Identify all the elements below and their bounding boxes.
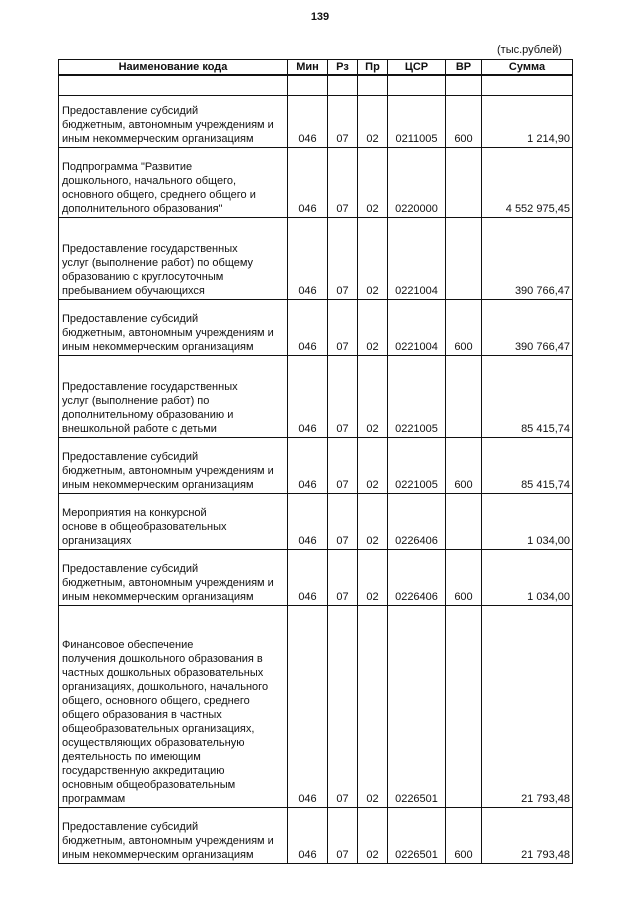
cell-csr: 0221005 (388, 356, 446, 438)
header-rz: Рз (328, 60, 358, 76)
cell-csr: 0226501 (388, 606, 446, 808)
cell-min: 046 (288, 550, 328, 606)
cell-min: 046 (288, 438, 328, 494)
cell-rz: 07 (328, 606, 358, 808)
cell-pr: 02 (358, 494, 388, 550)
cell-min: 046 (288, 494, 328, 550)
table-row (59, 494, 573, 550)
cell-pr: 02 (358, 218, 388, 300)
cell-rz: 07 (328, 438, 358, 494)
cell-min: 046 (288, 300, 328, 356)
table-row (59, 550, 573, 606)
cell-min: 046 (288, 606, 328, 808)
cell-vr (446, 356, 482, 438)
table-row (59, 606, 573, 808)
cell-vr: 600 (446, 808, 482, 864)
header-vr: ВР (446, 60, 482, 76)
cell-csr: 0211005 (388, 96, 446, 148)
cell-rz: 07 (328, 96, 358, 148)
cell-vr: 600 (446, 550, 482, 606)
cell-vr: 600 (446, 96, 482, 148)
units-label: (тыс.рублей) (497, 44, 562, 56)
cell-name: Предоставление государственных услуг (выполнение работ) по дополнительному образованию и внешкольной работе с детьми (59, 356, 288, 438)
cell-vr (446, 218, 482, 300)
cell-min: 046 (288, 148, 328, 218)
cell-vr (446, 494, 482, 550)
cell-sum: 85 415,74 (482, 438, 573, 494)
cell-csr: 0220000 (388, 148, 446, 218)
header-sum: Сумма (482, 60, 573, 76)
cell-sum: 21 793,48 (482, 606, 573, 808)
cell-vr (446, 148, 482, 218)
header-name: Наименование кода (59, 60, 288, 76)
cell-pr: 02 (358, 606, 388, 808)
cell-pr: 02 (358, 550, 388, 606)
cell-name: Предоставление субсидий бюджетным, автономным учреждениям и иным некоммерческим организациям (59, 300, 288, 356)
cell-sum: 1 034,00 (482, 550, 573, 606)
cell-sum: 4 552 975,45 (482, 148, 573, 218)
cell-name: Предоставление государственных услуг (выполнение работ) по общему образованию с круглосуточным пребыванием обучающихся (59, 218, 288, 300)
header-pr: Пр (358, 60, 388, 76)
cell-rz: 07 (328, 148, 358, 218)
cell-rz: 07 (328, 808, 358, 864)
cell-sum: 390 766,47 (482, 218, 573, 300)
cell-rz: 07 (328, 218, 358, 300)
cell-min: 046 (288, 356, 328, 438)
cell-vr (446, 606, 482, 808)
table-header-row (59, 60, 573, 76)
table-row (59, 438, 573, 494)
cell-name: Предоставление субсидий бюджетным, автономным учреждениям и иным некоммерческим организациям (59, 808, 288, 864)
cell-sum: 85 415,74 (482, 356, 573, 438)
cell-min: 046 (288, 218, 328, 300)
table-row (59, 148, 573, 218)
table-row (59, 96, 573, 148)
cell-pr: 02 (358, 300, 388, 356)
cell-sum: 390 766,47 (482, 300, 573, 356)
cell-rz: 07 (328, 550, 358, 606)
header-csr: ЦСР (388, 60, 446, 76)
cell-pr: 02 (358, 96, 388, 148)
cell-sum: 1 214,90 (482, 96, 573, 148)
cell-pr: 02 (358, 808, 388, 864)
cell-name: Подпрограмма "Развитие дошкольного, начального общего, основного общего, среднего общего и дополнительного образования" (59, 148, 288, 218)
cell-csr: 0226406 (388, 550, 446, 606)
spacer-row (59, 75, 573, 96)
cell-name: Мероприятия на конкурсной основе в общеобразовательных организациях (59, 494, 288, 550)
table-row (59, 808, 573, 864)
cell-pr: 02 (358, 438, 388, 494)
cell-name: Предоставление субсидий бюджетным, автономным учреждениям и иным некоммерческим организациям (59, 438, 288, 494)
cell-name: Финансовое обеспечение получения дошкольного образования в частных дошкольных образовательных организациях, дошкольного, начального общего, основного общего, среднего общего образования в частных общеобразовательных организациях, осуществляющих образовательную деятельность по имеющим государственную аккредитацию основным общеобразовательным программам (59, 606, 288, 808)
cell-min: 046 (288, 808, 328, 864)
cell-rz: 07 (328, 356, 358, 438)
cell-pr: 02 (358, 356, 388, 438)
cell-csr: 0226501 (388, 808, 446, 864)
table-row (59, 356, 573, 438)
cell-csr: 0226406 (388, 494, 446, 550)
cell-min: 046 (288, 96, 328, 148)
cell-pr: 02 (358, 148, 388, 218)
cell-rz: 07 (328, 494, 358, 550)
cell-sum: 1 034,00 (482, 494, 573, 550)
header-min: Мин (288, 60, 328, 76)
cell-vr: 600 (446, 300, 482, 356)
cell-rz: 07 (328, 300, 358, 356)
page-number: 139 (310, 11, 330, 23)
cell-vr: 600 (446, 438, 482, 494)
budget-table (58, 59, 573, 864)
cell-name: Предоставление субсидий бюджетным, автономным учреждениям и иным некоммерческим организациям (59, 96, 288, 148)
table-row (59, 300, 573, 356)
cell-sum: 21 793,48 (482, 808, 573, 864)
table-row (59, 218, 573, 300)
cell-csr: 0221005 (388, 438, 446, 494)
cell-csr: 0221004 (388, 300, 446, 356)
cell-name: Предоставление субсидий бюджетным, автономным учреждениям и иным некоммерческим организациям (59, 550, 288, 606)
cell-csr: 0221004 (388, 218, 446, 300)
